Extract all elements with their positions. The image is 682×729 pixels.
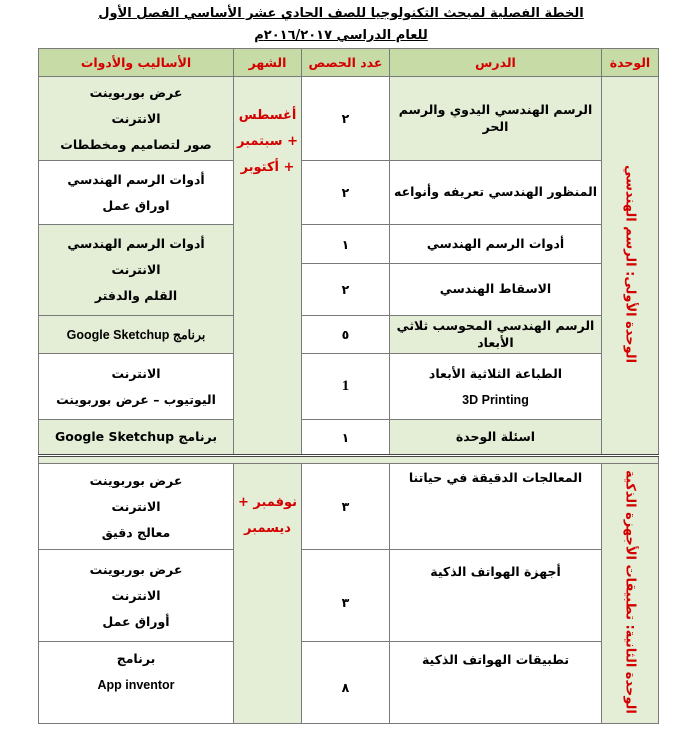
tool-item: عرض بوربوينت (89, 472, 183, 488)
tools-cell (39, 464, 234, 550)
tool-item: عرض بوربوينت (89, 84, 183, 100)
count-cell: ٢ (302, 264, 390, 316)
month-line: نوفمبر + (237, 495, 298, 510)
count-cell: ١ (302, 225, 390, 264)
table-row (39, 642, 659, 724)
table-row (39, 161, 659, 225)
table-row (39, 77, 659, 161)
lesson-cell: اسئلة الوحدة (390, 420, 602, 456)
count-cell: ٨ (302, 642, 390, 724)
count-cell: ٢ (302, 77, 390, 161)
table-row (39, 225, 659, 264)
tool-item: صور لتصاميم ومخططات (60, 136, 212, 152)
header-tools: الأساليب والأدوات (39, 49, 234, 77)
lesson-text-en: 3D Printing (462, 392, 529, 407)
unit2-name: الوحدة الثانية: تطبيقات الأجهزة الذكية (622, 470, 638, 714)
tool-item: اوراق عمل (102, 197, 170, 213)
tools-cell (39, 77, 234, 161)
count-cell: ٢ (302, 161, 390, 225)
count-cell: ٣ (302, 464, 390, 550)
lesson-text: الطباعة الثلاثية الأبعاد (428, 365, 563, 381)
lesson-cell: المنظور الهندسي تعريفه وأنواعه (390, 161, 602, 225)
tool-item: أدوات الرسم الهندسي (67, 236, 205, 251)
tools-cell (39, 550, 234, 642)
tool-item: أدوات الرسم الهندسي (67, 171, 205, 187)
header-row (39, 49, 659, 77)
unit2-month-cell (234, 464, 302, 724)
header-unit: الوحدة (602, 49, 659, 77)
table-row (39, 464, 659, 550)
tool-item: الانترنت (111, 587, 161, 603)
tool-item: اليوتيوب – عرض بوربوينت (56, 391, 216, 407)
page-title: الخطة الفصلية لمبحث التكنولوجيا للصف الحادي عشر الأساسي الفصل الأول (98, 6, 584, 21)
table-row (39, 354, 659, 420)
tool-item: الانترنت (111, 498, 161, 514)
unit-separator (39, 456, 659, 464)
tool-item: App inventor (97, 678, 175, 692)
tools-cell (39, 161, 234, 225)
lesson-cell: الرسم الهندسي المحوسب ثلاثي الأبعاد (390, 316, 602, 354)
tool-item: الانترنت (111, 365, 161, 381)
page-subtitle: للعام الدراسي ٢٠١٦/٢٠١٧م (254, 28, 428, 43)
lesson-cell: تطبيقات الهواتف الذكية (390, 642, 602, 724)
table-row (39, 550, 659, 642)
tool-item: الانترنت (111, 262, 161, 277)
lesson-cell: أجهزة الهواتف الذكية (390, 550, 602, 642)
separator-cell (39, 456, 659, 464)
month-line: + سبتمبر (237, 134, 298, 149)
tools-cell (39, 420, 234, 456)
tool-item: عرض بوربوينت (89, 561, 183, 577)
table-row (39, 316, 659, 354)
header-count: عدد الحصص (302, 49, 390, 77)
tool-item: الانترنت (111, 110, 161, 126)
count-cell: ٥ (302, 316, 390, 354)
header-month: الشهر (234, 49, 302, 77)
month-line: + أكتوبر (240, 160, 295, 175)
count-cell: ٣ (302, 550, 390, 642)
month-line: أغسطس (238, 108, 297, 123)
unit1-month-cell (234, 77, 302, 456)
tool-item (39, 322, 233, 348)
month-line: ديسمبر (244, 521, 291, 536)
lesson-cell: الاسقاط الهندسي (390, 264, 602, 316)
lesson-cell: الرسم الهندسي اليدوي والرسم الحر (390, 77, 602, 161)
unit2-cell (602, 464, 659, 724)
tools-cell (39, 225, 234, 316)
plan-table (38, 48, 659, 724)
lesson-cell: أدوات الرسم الهندسي (390, 225, 602, 264)
tool-item: أوراق عمل (102, 613, 170, 629)
tools-cell (39, 316, 234, 354)
unit1-name: الوحدة الأولى: الرسم الهندسي (622, 164, 638, 364)
count-cell: 1 (302, 354, 390, 420)
tool-item: برنامج Google Sketchup (54, 429, 218, 444)
tool-item: القلم والدفتر (94, 288, 178, 303)
tools-cell (39, 354, 234, 420)
header-lesson: الدرس (390, 49, 602, 77)
unit1-cell (602, 77, 659, 456)
tools-cell (39, 642, 234, 724)
count-cell: ١ (302, 420, 390, 456)
tool-text: برنامج Google Sketchup (66, 327, 206, 342)
lesson-cell: المعالجات الدقيقة في حياتنا (390, 464, 602, 550)
table-row (39, 420, 659, 456)
lesson-cell (390, 354, 602, 420)
tool-item: برنامج (116, 651, 156, 666)
tool-item: معالج دقيق (101, 524, 171, 540)
